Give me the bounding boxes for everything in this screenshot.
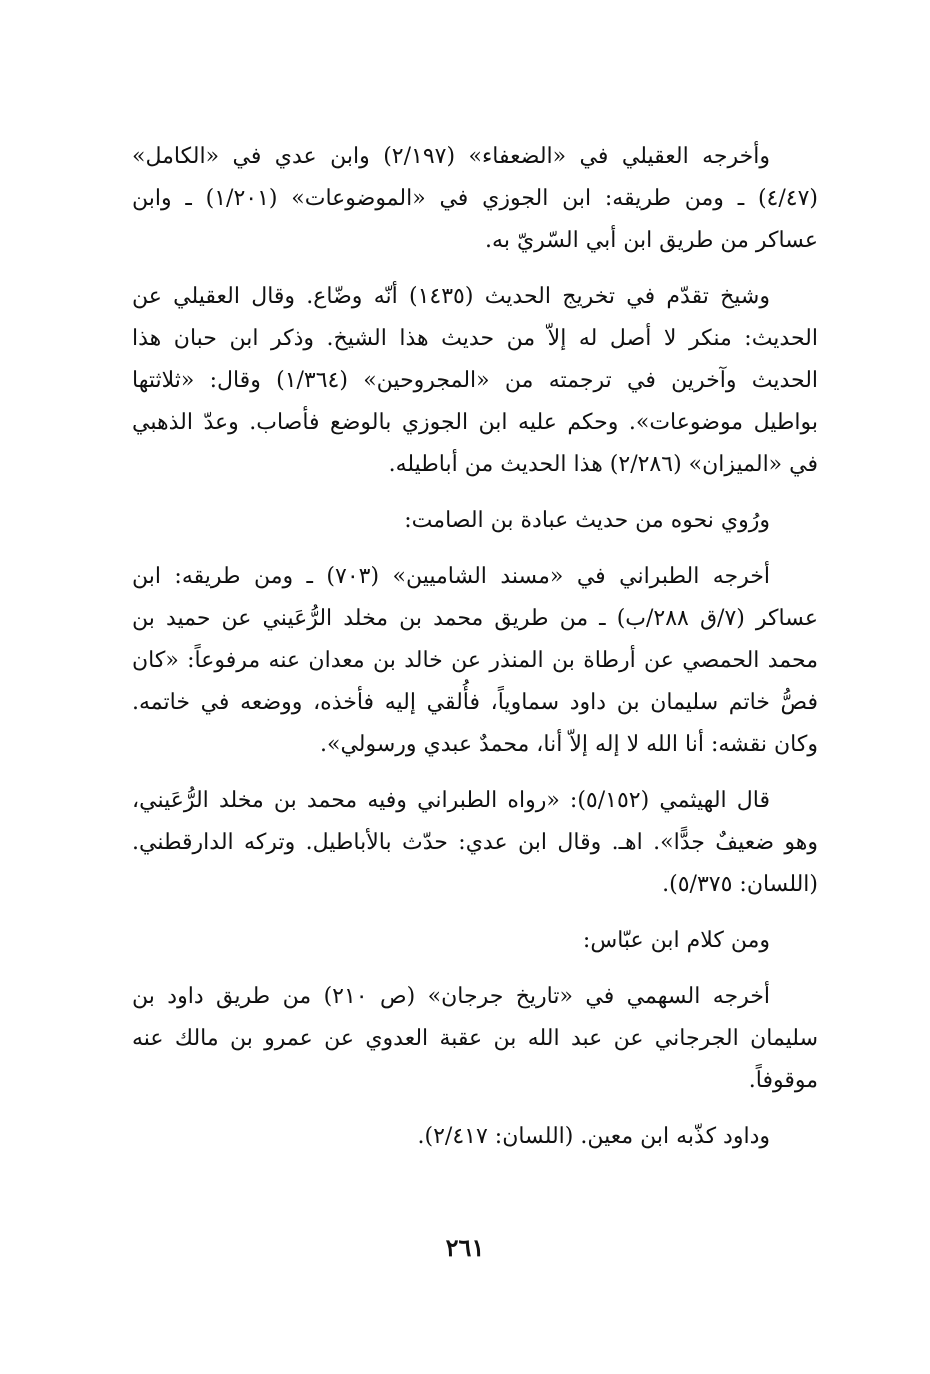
paragraph-sheikh-wadda bbox=[132, 276, 818, 486]
paragraph-text: وشيخ تقدّم في تخريج الحديث (١٤٣٥) أنّه وضّاع. وقال العقيلي عن الحديث: منكر لا أصل له إلاّ من حديث هذا الشيخ. وذكر ابن حبان هذا الحديث وآخرين في ترجمته من «المجروحين» (١/٣٦٤) وقال: «ثلاثتها بواطيل موضوعات». وحكم عليه ابن الجوزي بالوضع فأصاب. وعدّ الذهبي في «الميزان» (٢/٢٨٦) هذا الحديث من أباطيله. bbox=[132, 284, 819, 477]
page-number: ٢٦١ bbox=[445, 1233, 485, 1262]
paragraph-dawud-note bbox=[132, 1116, 818, 1158]
paragraph-takhrij-uqayli bbox=[132, 136, 818, 262]
paragraph-text: أخرجه السهمي في «تاريخ جرجان» (ص ٢١٠) من طريق داود بن سليمان الجرجاني عن عبد الله بن عقبة العدوي عن عمرو بن مالك عنه موقوفاً. bbox=[132, 984, 818, 1093]
paragraph-ibn-abbas-heading bbox=[132, 920, 818, 962]
paragraph-haythami bbox=[132, 780, 818, 906]
paragraph-text: أخرجه الطبراني في «مسند الشاميين» (٧٠٣) ـ ومن طريقه: ابن عساكر (٧/ق ٢٨٨/ب) ـ من طريق محمد بن مخلد الرُّعَيني عن حميد بن محمد الحمصي عن أرطاة بن المنذر عن خالد بن معدان عنه مرفوعاً: «كان فصُّ خاتم سليمان بن داود سماوياً، فأُلقي إليه فأخذه، ووضعه في خاتمه. وكان نقشه: أنا الله لا إله إلاّ أنا، محمدٌ عبدي ورسولي». bbox=[132, 564, 818, 757]
paragraph-ubada-heading bbox=[132, 500, 818, 542]
main-text bbox=[132, 136, 818, 1172]
paragraph-text: وأخرجه العقيلي في «الضعفاء» (٢/١٩٧) وابن عدي في «الكامل» (٤/٤٧) ـ ومن طريقه: ابن الجوزي في «الموضوعات» (١/٢٠١) ـ وابن عساكر من طريق ابن أبي السّريّ به. bbox=[132, 144, 818, 253]
paragraph-text: ورُوي نحوه من حديث عبادة بن الصامت: bbox=[404, 508, 770, 533]
paragraph-takhrij-tabarani bbox=[132, 556, 818, 766]
paragraph-takhrij-sahmi bbox=[132, 976, 818, 1102]
paragraph-text: قال الهيثمي (٥/١٥٢): «رواه الطبراني وفيه محمد بن مخلد الرُّعَيني، وهو ضعيفٌ جدًّا». اهـ. وقال ابن عدي: حدّث بالأباطيل. وتركه الدارقطني. (اللسان: ٥/٣٧٥). bbox=[132, 788, 818, 897]
paragraph-text: ومن كلام ابن عبّاس: bbox=[582, 928, 770, 953]
paragraph-text: وداود كذّبه ابن معين. (اللسان: ٢/٤١٧). bbox=[417, 1124, 770, 1149]
